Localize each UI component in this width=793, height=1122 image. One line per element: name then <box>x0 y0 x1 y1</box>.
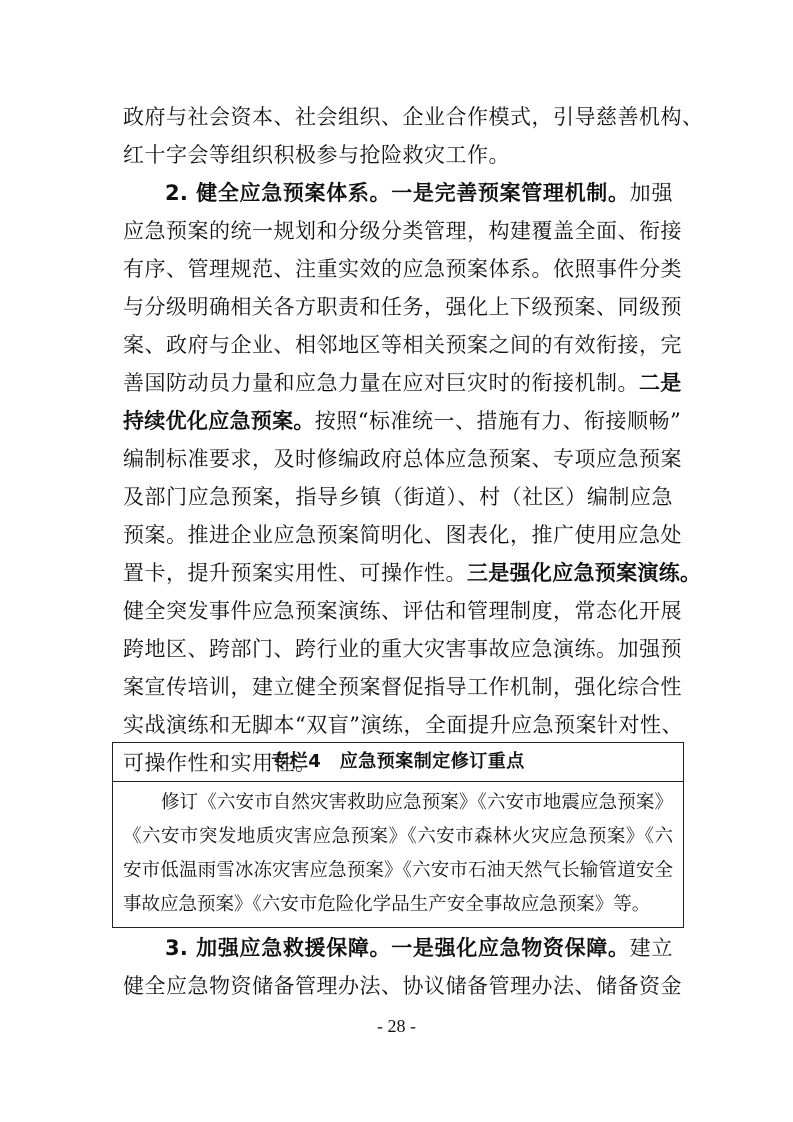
box-line-1: 修订《六安市自然灾害救助应急预案》《六安市地震应急预案》 <box>161 792 673 813</box>
body-text <box>123 98 704 782</box>
p2-line-6-text: 善国防动员力量和应急力量在应对巨灾时的衔接机制。 <box>123 371 639 395</box>
box-line-3: 安市低温雨雪冰冻灾害应急预案》《六安市石油天然气长输管道安全 <box>123 860 673 881</box>
p2-line-4: 与分级明确相关各方职责和任务，强化上下级预案、同级预 <box>123 295 682 319</box>
p2-line-14: 案宣传培训，建立健全预案督促指导工作机制，强化综合性 <box>123 675 682 699</box>
p2-line-12: 健全突发事件应急预案演练、评估和管理制度，常态化开展 <box>123 599 682 623</box>
p2-line-11-bold: 三是强化应急预案演练。 <box>467 561 702 585</box>
p2-line-3: 有序、管理规范、注重实效的应急预案体系。依照事件分类 <box>123 257 682 281</box>
p2-line-1 <box>123 174 673 212</box>
p2-line-1-rest: 加强 <box>629 181 673 205</box>
p2-line-11 <box>123 554 702 592</box>
p1-line-1: 政府与社会资本、社会组织、企业合作模式，引导慈善机构、 <box>123 105 704 129</box>
p3-line-1-rest: 建立 <box>629 936 673 960</box>
body-text-continued <box>123 929 682 1005</box>
box-line-4: 事故应急预案》《六安市危险化学品生产安全事故应急预案》等。 <box>123 894 651 915</box>
p2-line-7 <box>123 402 682 440</box>
p2-line-11-text: 置卡，提升预案实用性、可操作性。 <box>123 561 467 585</box>
column-box <box>112 742 684 928</box>
p2-line-15: 实战演练和无脚本“双盲”演练，全面提升应急预案针对性、 <box>123 713 683 737</box>
p2-line-9: 及部门应急预案，指导乡镇（街道）、村（社区）编制应急 <box>123 485 673 509</box>
p2-line-10: 预案。推进企业应急预案简明化、图表化，推广使用应急处 <box>123 523 682 547</box>
p2-line-7-bold: 持续优化应急预案。 <box>123 409 315 433</box>
p2-line-8: 编制标准要求，及时修编政府总体应急预案、专项应急预案 <box>123 447 682 471</box>
section-2-heading: 2. 健全应急预案体系。一是完善预案管理机制。 <box>165 181 630 205</box>
p2-line-5: 案、政府与企业、相邻地区等相关预案之间的有效衔接，完 <box>123 333 682 357</box>
p2-line-16: 可操作性和实用性。 <box>123 751 317 775</box>
box-line-2: 《六安市突发地质灾害应急预案》《六安市森林火灾应急预案》《六 <box>123 826 673 847</box>
column-box-title: 专栏4 应急预案制定修订重点 <box>113 743 683 782</box>
p2-line-7-rest: 按照“标准统一、措施有力、衔接顺畅” <box>314 409 682 433</box>
p3-line-1 <box>123 929 673 967</box>
column-box-body <box>113 782 683 922</box>
p3-line-2: 健全应急物资储备管理办法、协议储备管理办法、储备资金 <box>123 974 682 998</box>
section-3-heading: 3. 加强应急救援保障。一是强化应急物资保障。 <box>165 936 630 960</box>
p2-line-2: 应急预案的统一规划和分级分类管理，构建覆盖全面、衔接 <box>123 219 682 243</box>
p2-line-13: 跨地区、跨部门、跨行业的重大灾害事故应急演练。加强预 <box>123 637 682 661</box>
p2-line-6 <box>123 364 682 402</box>
p2-line-6-bold: 二是 <box>639 371 682 395</box>
page-number: - 28 - <box>377 1016 416 1036</box>
p1-line-2: 红十字会等组织积极参与抢险救灾工作。 <box>123 143 510 167</box>
